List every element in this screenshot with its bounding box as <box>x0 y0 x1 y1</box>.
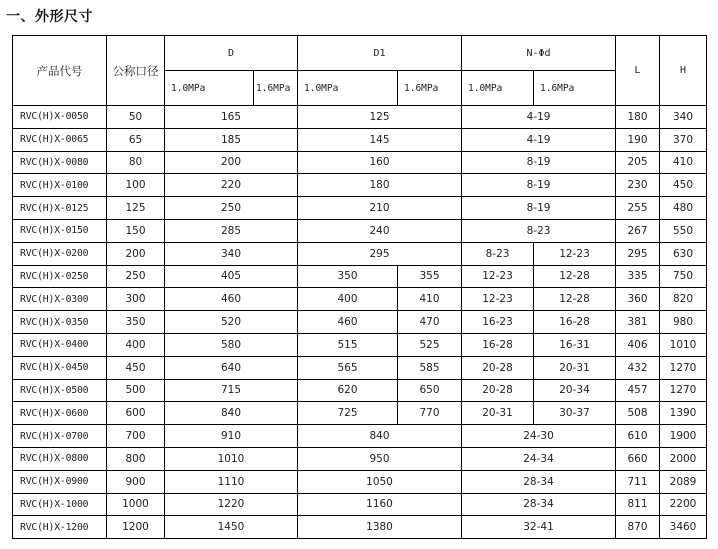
cell-D: 200 <box>165 151 298 174</box>
cell-model: RVC(H)X-0900 <box>13 470 107 493</box>
cell-D1-1.6mpa: 770 <box>398 402 462 425</box>
cell-L: 870 <box>616 516 660 539</box>
cell-N-d: 8-19 <box>462 197 616 220</box>
header-D1-1.0mpa: 1.0MPa <box>298 71 398 106</box>
cell-N-d-1.6mpa: 12-23 <box>534 242 616 265</box>
cell-D1: 240 <box>298 219 462 242</box>
cell-model: RVC(H)X-0125 <box>13 197 107 220</box>
table-row <box>13 174 707 197</box>
cell-N-d: 4-19 <box>462 106 616 129</box>
cell-N-d: 28-34 <box>462 493 616 516</box>
cell-N-d-1.0mpa: 8-23 <box>462 242 534 265</box>
cell-H: 750 <box>660 265 707 288</box>
header-model: 产品代号 <box>13 36 107 106</box>
cell-N-d-1.6mpa: 30-37 <box>534 402 616 425</box>
cell-D1-1.6mpa: 470 <box>398 311 462 334</box>
table-row <box>13 106 707 129</box>
cell-D1: 295 <box>298 242 462 265</box>
cell-D1: 145 <box>298 128 462 151</box>
cell-L: 457 <box>616 379 660 402</box>
cell-N-d: 32-41 <box>462 516 616 539</box>
cell-N-d-1.6mpa: 20-31 <box>534 356 616 379</box>
cell-model: RVC(H)X-0800 <box>13 447 107 470</box>
cell-nominal-diameter: 100 <box>107 174 165 197</box>
cell-nominal-diameter: 150 <box>107 219 165 242</box>
cell-D: 1110 <box>165 470 298 493</box>
cell-D1-1.6mpa: 410 <box>398 288 462 311</box>
cell-D1: 950 <box>298 447 462 470</box>
cell-nominal-diameter: 1000 <box>107 493 165 516</box>
cell-L: 360 <box>616 288 660 311</box>
header-D: D <box>165 36 298 71</box>
cell-D: 640 <box>165 356 298 379</box>
table-row <box>13 356 707 379</box>
cell-D1: 180 <box>298 174 462 197</box>
cell-D: 250 <box>165 197 298 220</box>
table-row <box>13 197 707 220</box>
header-N-d: N-Φd <box>462 36 616 71</box>
cell-D: 840 <box>165 402 298 425</box>
header-row-1 <box>13 36 707 71</box>
cell-model: RVC(H)X-0500 <box>13 379 107 402</box>
table-row <box>13 311 707 334</box>
cell-N-d-1.0mpa: 16-23 <box>462 311 534 334</box>
cell-L: 295 <box>616 242 660 265</box>
cell-H: 480 <box>660 197 707 220</box>
cell-L: 610 <box>616 425 660 448</box>
cell-N-d-1.0mpa: 20-28 <box>462 356 534 379</box>
cell-L: 660 <box>616 447 660 470</box>
cell-D1: 160 <box>298 151 462 174</box>
cell-N-d-1.0mpa: 20-28 <box>462 379 534 402</box>
cell-nominal-diameter: 80 <box>107 151 165 174</box>
cell-H: 2000 <box>660 447 707 470</box>
cell-L: 811 <box>616 493 660 516</box>
cell-D: 910 <box>165 425 298 448</box>
cell-N-d-1.0mpa: 12-23 <box>462 265 534 288</box>
cell-L: 255 <box>616 197 660 220</box>
cell-model: RVC(H)X-0600 <box>13 402 107 425</box>
cell-nominal-diameter: 350 <box>107 311 165 334</box>
cell-H: 550 <box>660 219 707 242</box>
cell-H: 3460 <box>660 516 707 539</box>
cell-nominal-diameter: 700 <box>107 425 165 448</box>
cell-H: 980 <box>660 311 707 334</box>
cell-D1-1.0mpa: 400 <box>298 288 398 311</box>
cell-D1-1.6mpa: 650 <box>398 379 462 402</box>
cell-D1: 1380 <box>298 516 462 539</box>
cell-nominal-diameter: 50 <box>107 106 165 129</box>
table-row <box>13 425 707 448</box>
cell-model: RVC(H)X-0100 <box>13 174 107 197</box>
cell-H: 2089 <box>660 470 707 493</box>
cell-L: 381 <box>616 311 660 334</box>
cell-D1: 125 <box>298 106 462 129</box>
cell-model: RVC(H)X-0400 <box>13 333 107 356</box>
dimension-table <box>12 35 707 539</box>
cell-D: 1220 <box>165 493 298 516</box>
cell-model: RVC(H)X-1000 <box>13 493 107 516</box>
header-D1: D1 <box>298 36 462 71</box>
cell-N-d: 8-23 <box>462 219 616 242</box>
cell-model: RVC(H)X-0350 <box>13 311 107 334</box>
table-row <box>13 151 707 174</box>
cell-N-d-1.6mpa: 16-28 <box>534 311 616 334</box>
cell-H: 1900 <box>660 425 707 448</box>
cell-D1: 1050 <box>298 470 462 493</box>
table-row <box>13 333 707 356</box>
cell-D1: 840 <box>298 425 462 448</box>
cell-N-d-1.6mpa: 12-28 <box>534 288 616 311</box>
cell-N-d: 28-34 <box>462 470 616 493</box>
cell-N-d-1.0mpa: 12-23 <box>462 288 534 311</box>
cell-H: 1390 <box>660 402 707 425</box>
header-nominal-diameter: 公称口径 <box>107 36 165 106</box>
table-row <box>13 493 707 516</box>
table-row <box>13 219 707 242</box>
table-row <box>13 470 707 493</box>
table-row <box>13 242 707 265</box>
cell-D1-1.0mpa: 620 <box>298 379 398 402</box>
cell-nominal-diameter: 400 <box>107 333 165 356</box>
cell-L: 406 <box>616 333 660 356</box>
cell-N-d-1.6mpa: 12-28 <box>534 265 616 288</box>
cell-N-d: 8-19 <box>462 151 616 174</box>
cell-L: 432 <box>616 356 660 379</box>
cell-nominal-diameter: 65 <box>107 128 165 151</box>
cell-N-d-1.0mpa: 16-28 <box>462 333 534 356</box>
cell-model: RVC(H)X-0450 <box>13 356 107 379</box>
cell-L: 205 <box>616 151 660 174</box>
cell-model: RVC(H)X-0700 <box>13 425 107 448</box>
section-heading: 一、外形尺寸 <box>6 9 93 25</box>
cell-H: 450 <box>660 174 707 197</box>
cell-model: RVC(H)X-1200 <box>13 516 107 539</box>
cell-nominal-diameter: 900 <box>107 470 165 493</box>
cell-H: 1270 <box>660 356 707 379</box>
cell-D: 715 <box>165 379 298 402</box>
table-row <box>13 516 707 539</box>
cell-D1-1.0mpa: 515 <box>298 333 398 356</box>
cell-nominal-diameter: 300 <box>107 288 165 311</box>
cell-nominal-diameter: 200 <box>107 242 165 265</box>
cell-D: 580 <box>165 333 298 356</box>
cell-N-d: 8-19 <box>462 174 616 197</box>
cell-model: RVC(H)X-0250 <box>13 265 107 288</box>
cell-D: 460 <box>165 288 298 311</box>
cell-N-d-1.0mpa: 20-31 <box>462 402 534 425</box>
cell-D: 185 <box>165 128 298 151</box>
cell-L: 230 <box>616 174 660 197</box>
cell-D1: 210 <box>298 197 462 220</box>
header-L: L <box>616 36 660 106</box>
header-D1-1.6mpa: 1.6MPa <box>398 71 462 106</box>
cell-model: RVC(H)X-0150 <box>13 219 107 242</box>
cell-D: 520 <box>165 311 298 334</box>
cell-H: 410 <box>660 151 707 174</box>
cell-D: 340 <box>165 242 298 265</box>
cell-nominal-diameter: 500 <box>107 379 165 402</box>
cell-D: 220 <box>165 174 298 197</box>
cell-L: 190 <box>616 128 660 151</box>
header-D-1.6mpa: 1.6MPa <box>254 71 298 106</box>
cell-model: RVC(H)X-0080 <box>13 151 107 174</box>
cell-D: 1450 <box>165 516 298 539</box>
cell-nominal-diameter: 1200 <box>107 516 165 539</box>
cell-D: 405 <box>165 265 298 288</box>
table-row <box>13 128 707 151</box>
cell-nominal-diameter: 250 <box>107 265 165 288</box>
header-N-1.6mpa: 1.6MPa <box>534 71 616 106</box>
cell-nominal-diameter: 600 <box>107 402 165 425</box>
header-D-1.0mpa: 1.0MPa <box>165 71 254 106</box>
cell-D1-1.0mpa: 350 <box>298 265 398 288</box>
cell-H: 1010 <box>660 333 707 356</box>
cell-H: 1270 <box>660 379 707 402</box>
cell-nominal-diameter: 125 <box>107 197 165 220</box>
cell-D1-1.0mpa: 460 <box>298 311 398 334</box>
table-row <box>13 402 707 425</box>
table-row <box>13 447 707 470</box>
cell-H: 340 <box>660 106 707 129</box>
cell-D1-1.0mpa: 565 <box>298 356 398 379</box>
cell-nominal-diameter: 800 <box>107 447 165 470</box>
cell-N-d: 24-34 <box>462 447 616 470</box>
cell-H: 820 <box>660 288 707 311</box>
cell-L: 711 <box>616 470 660 493</box>
cell-N-d-1.6mpa: 16-31 <box>534 333 616 356</box>
cell-D: 165 <box>165 106 298 129</box>
cell-D1-1.6mpa: 525 <box>398 333 462 356</box>
cell-model: RVC(H)X-0050 <box>13 106 107 129</box>
cell-D1: 1160 <box>298 493 462 516</box>
cell-H: 370 <box>660 128 707 151</box>
cell-L: 335 <box>616 265 660 288</box>
cell-D: 285 <box>165 219 298 242</box>
table-row <box>13 288 707 311</box>
cell-model: RVC(H)X-0065 <box>13 128 107 151</box>
table-row <box>13 379 707 402</box>
cell-N-d: 24-30 <box>462 425 616 448</box>
cell-D1-1.0mpa: 725 <box>298 402 398 425</box>
cell-L: 267 <box>616 219 660 242</box>
cell-L: 508 <box>616 402 660 425</box>
cell-N-d: 4-19 <box>462 128 616 151</box>
cell-model: RVC(H)X-0200 <box>13 242 107 265</box>
cell-L: 180 <box>616 106 660 129</box>
cell-model: RVC(H)X-0300 <box>13 288 107 311</box>
cell-D1-1.6mpa: 355 <box>398 265 462 288</box>
cell-H: 2200 <box>660 493 707 516</box>
header-H: H <box>660 36 707 106</box>
header-N-1.0mpa: 1.0MPa <box>462 71 534 106</box>
cell-D1-1.6mpa: 585 <box>398 356 462 379</box>
cell-D: 1010 <box>165 447 298 470</box>
cell-nominal-diameter: 450 <box>107 356 165 379</box>
cell-H: 630 <box>660 242 707 265</box>
table-row <box>13 265 707 288</box>
cell-N-d-1.6mpa: 20-34 <box>534 379 616 402</box>
